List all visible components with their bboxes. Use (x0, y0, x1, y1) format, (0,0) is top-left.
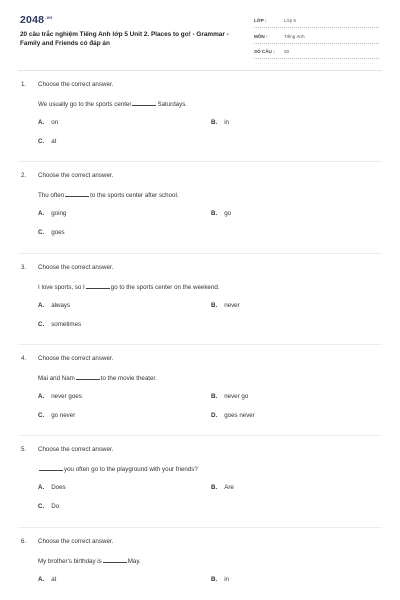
meta-value: Tiếng Anh (284, 33, 305, 39)
question-divider (18, 527, 382, 528)
question-divider (18, 161, 382, 162)
option-text: going (51, 210, 67, 217)
question-divider (18, 435, 382, 436)
answer-blank (86, 283, 110, 289)
option-letter: B. (211, 393, 218, 400)
question-instruction: Choose the correct answer. (38, 538, 114, 545)
option-text: Are (224, 484, 234, 491)
option-text: Does (51, 484, 66, 491)
answer-option[interactable] (38, 210, 66, 217)
option-text: Do (51, 503, 60, 510)
meta-label: SỐ CÂU : (254, 49, 275, 54)
option-text: never goes (51, 393, 82, 400)
question-number: 4. (21, 355, 27, 362)
question-sentence (38, 374, 157, 382)
sentence-before: I love sports, so I (38, 284, 85, 291)
meta-value: 20 (284, 49, 290, 54)
answer-option[interactable] (211, 393, 248, 400)
option-letter: C. (38, 412, 45, 419)
option-text: never (224, 302, 240, 309)
option-letter: B. (211, 119, 218, 126)
question-divider (18, 344, 382, 345)
question-sentence (38, 465, 198, 473)
answer-option[interactable] (38, 302, 70, 309)
answer-option[interactable] (38, 484, 66, 491)
question-instruction: Choose the correct answer. (38, 446, 114, 453)
sentence-before: Thu often (38, 192, 65, 199)
logo-text: 2048 (20, 14, 45, 26)
meta-info-box (254, 14, 379, 61)
sentence-after: Saturdays. (157, 101, 188, 108)
sentence-after: May. (127, 558, 141, 565)
option-text: on (51, 119, 59, 126)
question-instruction: Choose the correct answer. (38, 355, 114, 362)
answer-blank (103, 557, 127, 563)
option-letter: A. (38, 484, 45, 491)
answer-option[interactable] (38, 393, 82, 400)
option-letter: A. (38, 119, 45, 126)
meta-row-class (254, 14, 379, 28)
answer-option[interactable] (211, 302, 240, 309)
answer-option[interactable] (211, 412, 255, 419)
option-letter: C. (38, 503, 45, 510)
option-text: in (224, 576, 230, 583)
answer-option[interactable] (38, 412, 75, 419)
sentence-after: to the sports center after school. (90, 192, 179, 199)
option-letter: A. (38, 210, 45, 217)
meta-label: LỚP : (254, 18, 267, 23)
option-text: in (224, 119, 230, 126)
option-text: at (51, 576, 57, 583)
meta-value: Lớp 5 (284, 18, 296, 23)
option-text: at (51, 138, 57, 145)
option-text: go (224, 210, 232, 217)
question-instruction: Choose the correct answer. (38, 81, 114, 88)
question-sentence (38, 191, 179, 199)
question-number: 1. (21, 81, 27, 88)
sentence-after: you often go to the playground with your friends? (64, 466, 198, 473)
option-letter: A. (38, 393, 45, 400)
question-instruction: Choose the correct answer. (38, 264, 114, 271)
option-letter: C. (38, 321, 45, 328)
sentence-before: We usually go to the sports center (38, 101, 132, 108)
answer-option[interactable] (211, 576, 229, 583)
option-text: goes (51, 229, 65, 236)
answer-blank (132, 100, 156, 106)
sentence-before: Mai and Nam (38, 375, 75, 382)
option-letter: B. (211, 302, 218, 309)
answer-option[interactable] (38, 119, 58, 126)
meta-label: MÔN : (254, 33, 268, 39)
answer-option[interactable] (38, 229, 65, 236)
question-number: 3. (21, 264, 27, 271)
option-text: goes never (224, 412, 255, 419)
option-text: go never (51, 412, 76, 419)
option-letter: A. (38, 576, 45, 583)
answer-blank (76, 374, 100, 380)
question-sentence (38, 100, 187, 108)
sentence-before: My brother's birthday is (38, 558, 102, 565)
question-sentence (38, 283, 219, 291)
option-letter: B. (211, 484, 218, 491)
option-letter: C. (38, 138, 45, 145)
option-letter: A. (38, 302, 45, 309)
answer-option[interactable] (38, 321, 81, 328)
answer-option[interactable] (38, 503, 59, 510)
option-text: always (51, 302, 71, 309)
site-logo[interactable] (20, 14, 52, 26)
question-number: 6. (21, 538, 27, 545)
meta-row-count (254, 45, 379, 59)
document-title: 20 câu trắc nghiệm Tiếng Anh lớp 5 Unit 2. Places to go! - Grammar - Family and Friends có đáp án (20, 31, 229, 47)
sentence-after: to the movie theater. (100, 375, 157, 382)
option-text: sometimes (51, 321, 82, 328)
answer-option[interactable] (211, 210, 231, 217)
option-letter: D. (211, 412, 218, 419)
answer-blank (39, 465, 63, 471)
meta-row-subject (254, 30, 379, 44)
option-text: never go (224, 393, 249, 400)
question-number: 2. (21, 172, 27, 179)
question-divider (18, 253, 382, 254)
header-divider (18, 70, 382, 71)
question-number: 5. (21, 446, 27, 453)
option-letter: B. (211, 576, 218, 583)
logo-suffix: .vn (45, 14, 53, 20)
option-letter: B. (211, 210, 218, 217)
answer-option[interactable] (211, 119, 229, 126)
question-instruction: Choose the correct answer. (38, 172, 114, 179)
answer-blank (65, 191, 89, 197)
answer-option[interactable] (38, 576, 56, 583)
answer-option[interactable] (211, 484, 234, 491)
answer-option[interactable] (38, 138, 56, 145)
sentence-after: go to the sports center on the weekend. (110, 284, 220, 291)
question-sentence (38, 557, 141, 565)
option-letter: C. (38, 229, 45, 236)
